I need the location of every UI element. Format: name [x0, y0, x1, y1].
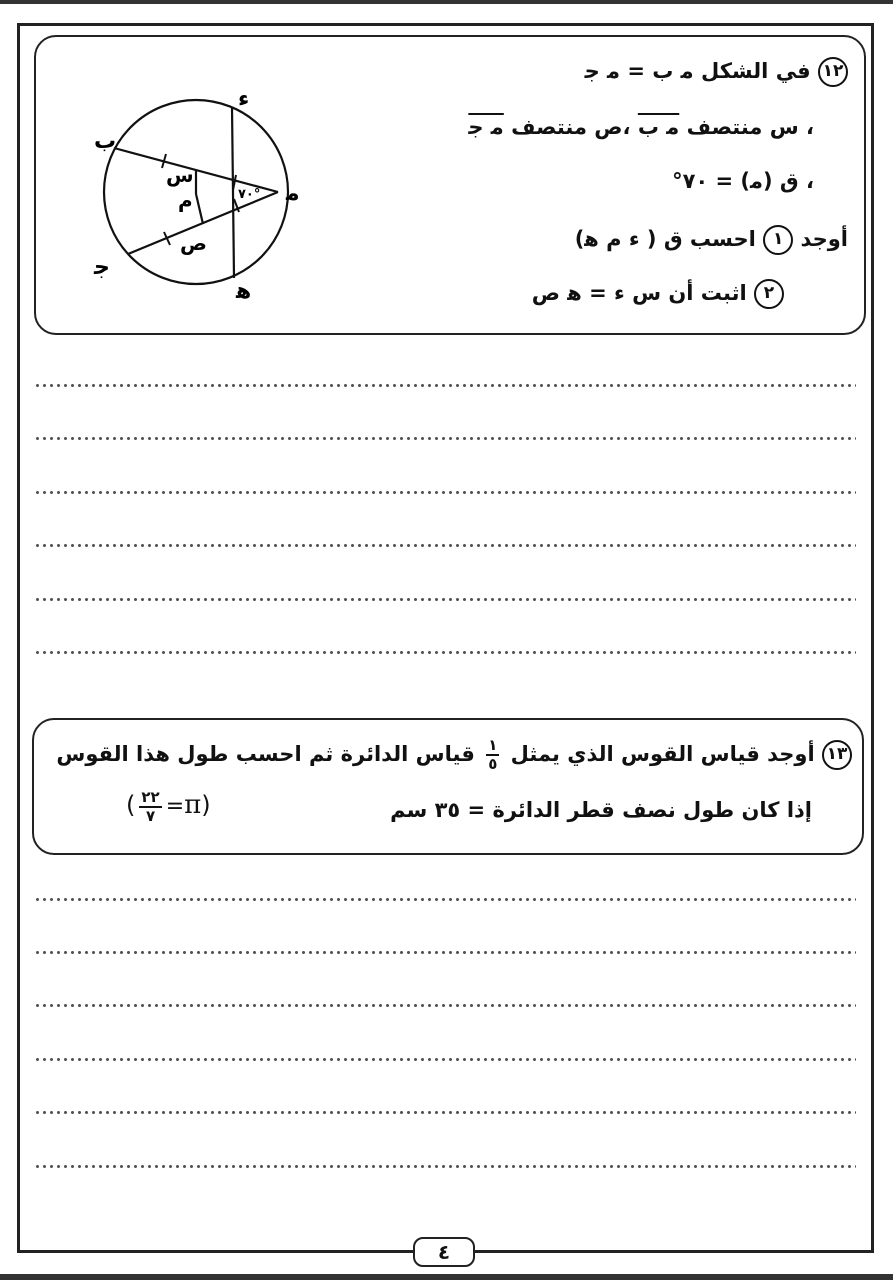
answer-line — [34, 651, 856, 654]
part-1-number: ١ — [763, 225, 793, 255]
answer-line — [34, 898, 856, 901]
part-2-number: ٢ — [754, 279, 784, 309]
pi-denominator: ٧ — [145, 807, 156, 825]
pi-numerator: ٢٢ — [141, 788, 160, 806]
q12-line2-mid: ،ص منتصف — [511, 115, 631, 139]
answer-line — [34, 598, 856, 601]
page-number: ٤ — [413, 1237, 475, 1267]
q13-text-b: قياس الدائرة ثم احسب طول هذا القوس — [56, 742, 475, 766]
q12-line-5 — [532, 279, 784, 309]
answer-line — [34, 437, 856, 440]
line-de — [232, 107, 234, 278]
q12-line-2 — [468, 115, 814, 139]
label-m: م — [178, 188, 193, 212]
label-a: ﻣ — [286, 181, 300, 206]
fraction-denominator: ٥ — [488, 755, 498, 773]
pi-note: ( $\frac{٢٢}{٧}$ =π) — [126, 788, 211, 825]
q12-line2-prefix: ، س منتصف — [686, 115, 814, 139]
answer-line — [34, 491, 856, 494]
label-s: س — [166, 163, 194, 187]
answer-line — [34, 1058, 856, 1061]
q13-line-1 — [56, 738, 852, 772]
part-2-text: اثبت أن س ﺀ = ﻫ ص — [531, 281, 747, 305]
label-d: ﺀ — [238, 87, 250, 112]
top-rule — [0, 0, 893, 4]
q13-line-2: إذا كان طول نصف قطر الدائرة = ٣٥ سم — [390, 798, 812, 822]
bottom-rule — [0, 1274, 893, 1280]
answer-line — [34, 1004, 856, 1007]
fraction-one-fifth — [486, 738, 499, 772]
question-12-box — [34, 35, 866, 335]
pi-symbol: π — [184, 790, 202, 820]
question-13-box — [32, 718, 864, 855]
circle-figure — [86, 82, 336, 322]
q12-line-4 — [575, 225, 848, 255]
label-c: ﺟ — [94, 255, 110, 280]
q12-line-3: ، ﻕ (ﻣ) = ٧٠° — [672, 169, 814, 193]
label-p: ص — [180, 231, 207, 255]
segment-ac: ﻣ ﺟ — [468, 115, 504, 139]
q12-given: في الشكل ﻣ ب = ﻣ ﺟ — [584, 59, 811, 83]
q12-line-1 — [585, 57, 848, 87]
pi-fraction — [139, 790, 161, 824]
fraction-numerator: ١ — [488, 736, 498, 754]
answer-line — [34, 951, 856, 954]
q13-number: ١٣ — [822, 740, 852, 770]
q13-text-a: أوجد قياس القوس الذي يمثل — [510, 742, 815, 766]
q12-number: ١٢ — [818, 57, 848, 87]
answer-line — [34, 1165, 856, 1168]
answer-line — [34, 384, 856, 387]
part-1-text: احسب ﻕ ( ﺀ م ﻫ) — [574, 227, 756, 251]
answer-line — [34, 1111, 856, 1114]
angle-label: ٧٠° — [238, 187, 261, 202]
find-label: أوجد — [800, 227, 848, 251]
segment-ab: ﻣ ب — [637, 115, 680, 139]
label-b: ب — [94, 129, 117, 154]
label-e: ﻫ — [236, 279, 252, 304]
line-mp — [196, 194, 203, 224]
answer-line — [34, 544, 856, 547]
